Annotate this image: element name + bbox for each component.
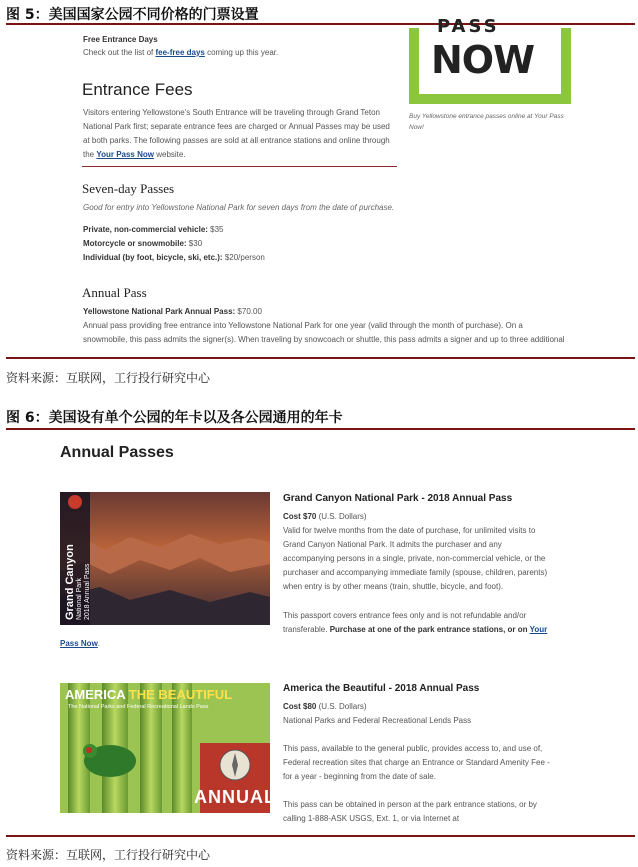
figure-5-bottom-rule (6, 357, 635, 359)
rate-label: Individual (by foot, bicycle, ski, etc.): (83, 253, 223, 262)
your-pass-now-link[interactable]: Your Pass Now (96, 150, 154, 159)
free-days-text (83, 46, 278, 60)
pass-now-logo[interactable] (409, 16, 571, 104)
fee-free-days-link[interactable]: fee-free days (155, 48, 205, 57)
entrance-fees-heading: Entrance Fees (82, 80, 193, 99)
entrance-fees-body (83, 106, 390, 162)
rate-label: Motorcycle or snowmobile: (83, 239, 187, 248)
atb-cost-unit: (U.S. Dollars) (316, 702, 367, 711)
seven-day-desc: Good for entry into Yellowstone National Park for seven days from the date of purchase. (83, 203, 395, 212)
gc-cost-label: Cost $70 (283, 512, 317, 521)
atb-obtain-line-1: This pass can be obtained in person at the park entrance stations, or by (283, 800, 537, 809)
figure-6-title: 图 6：美国设有单个公园的年卡以及各公园通用的年卡 (6, 410, 343, 426)
annual-pass-row (83, 305, 262, 319)
annual-pass-body (83, 319, 573, 347)
section-divider (82, 166, 397, 167)
rate-row-individual (83, 251, 265, 265)
gc-desc-line: when entry is by other means (train, shuttle, bicycle, and foot). (283, 582, 504, 591)
gc-p3-post: . (97, 639, 101, 648)
atb-card-title-b: THE BEAUTIFUL (125, 687, 233, 702)
annual-pass-value: $70.00 (235, 307, 262, 316)
gc-desc-line: purchaser and accompanying immediate family (spouse, children, parents) (283, 568, 548, 577)
atb-card-image (60, 683, 276, 813)
grand-canyon-title: Grand Canyon National Park - 2018 Annual Pass (283, 493, 513, 504)
figure-6-source: 资料来源：互联网，工行投行研究中心 (6, 848, 211, 862)
free-days-heading: Free Entrance Days (83, 35, 158, 44)
atb-obtain (283, 798, 537, 826)
atb-card-sub: The National Parks and Federal Recreational Lands Pass (68, 704, 209, 710)
annual-line-1: Annual pass providing free entrance into Yellowstone National Park for one year (valid through the month of purchase). On a (83, 321, 523, 330)
rate-row-motorcycle (83, 237, 265, 251)
gc-pass-now-link[interactable]: Pass Now (60, 639, 98, 648)
atb-card-title-a: AMERICA (65, 687, 126, 702)
figure-6-top-rule (6, 428, 635, 430)
gc-passport-p1: This passport covers entrance fees only and is not refundable and/or (283, 611, 527, 620)
figure-5-title: 图 5：美国国家公园不同价格的门票设置 (6, 7, 259, 23)
fees-line-4 (83, 148, 390, 162)
gc-cost-unit: (U.S. Dollars) (316, 512, 367, 521)
atb-desc-line: This pass, available to the general public, provides access to, and use of, (283, 744, 543, 753)
atb-card-title (65, 687, 232, 702)
logo-word-main: NOW (431, 38, 535, 82)
logo-caption-line-1: Buy Yellowstone entrance passes online at Your Pass (409, 113, 564, 120)
fees-line-2: National Park first; separate entrance fees are charged or Annual Passes may be used (83, 122, 390, 131)
rate-value: $30 (186, 239, 203, 248)
annual-pass-label: Yellowstone National Park Annual Pass: (83, 307, 236, 316)
rate-label: Private, non-commercial vehicle: (83, 225, 208, 234)
gc-passport-p2 (283, 623, 547, 637)
seven-day-rates (83, 223, 265, 265)
figure-6-bottom-rule (6, 835, 635, 837)
atb-obtain-line-2: calling 1-888-ASK USGS, Ext. 1, or via Internet at (283, 814, 460, 823)
free-days-text-post: coming up this year. (204, 48, 279, 57)
gc-desc-line: Grand Canyon National Park. It admits the purchaser and any (283, 540, 502, 549)
atb-desc (283, 742, 550, 784)
gc-card-line-2: National Park (76, 577, 83, 620)
atb-cost-label: Cost $80 (283, 702, 317, 711)
free-days-text-pre: Check out the list of (83, 48, 156, 57)
atb-desc-line: Federal recreation sites that charge an Entrance or Standard Amenity Fee - (283, 758, 550, 767)
figure-5-source: 资料来源：互联网，工行投行研究中心 (6, 371, 211, 385)
rate-value: $35 (207, 225, 224, 234)
atb-subtitle: National Parks and Federal Recreational Lends Pass (283, 716, 472, 725)
grand-canyon-desc (283, 524, 547, 594)
fees-line-3: at both parks. The following passes are sold at all entrance stations and online through (83, 136, 390, 145)
gc-card-line-1: Grand Canyon (64, 544, 76, 620)
logo-caption (409, 111, 564, 133)
gc-passport-p3 (60, 637, 100, 651)
atb-cost (283, 700, 367, 714)
logo-word-top: PASS (437, 16, 500, 37)
annual-line-2: snowmobile, this pass admits the signer(s). When traveling by snowcoach or shuttle, this pass admits a signer and up to three additional (83, 335, 565, 344)
logo-caption-line-2: Now! (409, 124, 424, 131)
gc-desc-line: accompanying persons in a single, private, non-commercial vehicle, or the (283, 554, 546, 563)
gc-desc-line: Valid for twelve months from the date of purchase, for unlimited visits to (283, 526, 536, 535)
annual-pass-heading: Annual Pass (82, 285, 147, 300)
fees-line-4-post: website. (154, 150, 186, 159)
grand-canyon-cost (283, 510, 367, 524)
rate-value: $20/person (222, 253, 265, 262)
annual-passes-heading: Annual Passes (60, 444, 174, 461)
seven-day-heading: Seven-day Passes (82, 181, 175, 196)
gc-your-link[interactable]: Your (529, 625, 548, 634)
grand-canyon-card-image (60, 492, 270, 625)
atb-desc-line: for a year - beginning from the date of sale. (283, 772, 436, 781)
gc-card-line-3: 2018 Annual Pass (84, 563, 91, 620)
atb-card-annual: ANNUAL (194, 787, 276, 807)
gc-p2-pre: transferable. (283, 625, 330, 634)
gc-p2-bold: Purchase at one of the park entrance stations, or on (329, 625, 530, 634)
grand-canyon-card-text (64, 544, 92, 620)
fees-line-1: Visitors entering Yellowstone's South Entrance will be traveling through Grand Teton (83, 108, 380, 117)
fees-line-4-pre: the (83, 150, 97, 159)
rate-row-vehicle (83, 223, 265, 237)
atb-title: America the Beautiful - 2018 Annual Pass (283, 683, 480, 694)
